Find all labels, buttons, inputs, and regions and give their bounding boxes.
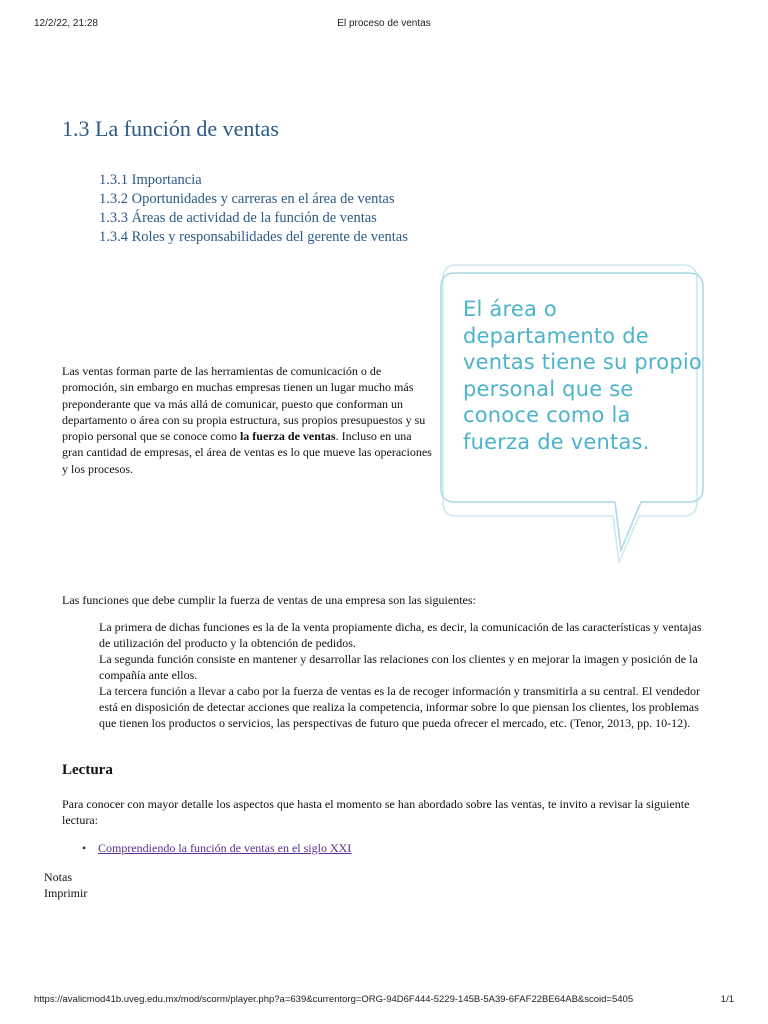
print-datetime: 12/2/22, 21:28: [34, 18, 98, 29]
intro-paragraph: [62, 363, 432, 477]
subsection-item: 1.3.3 Áreas de actividad de la función de ventas: [99, 210, 377, 226]
section-title: 1.3 La función de ventas: [62, 116, 279, 141]
function-item: La tercera función a llevar a cabo por la fuerza de ventas es la de recoger información y transmitirla a su central. El vendedor está en disposición de detectar acciones que realiza la competencia, informar sobre lo que piensan los clientes, los problemas que tienen los productos o servicios, las perspectivas de futuro que pueda ofrecer el mercado, etc. (Tenor, 2013, pp. 10-12).: [99, 684, 701, 730]
function-item: La segunda función consiste en mantener y desarrollar las relaciones con los clientes y en mejorar la imagen y posición de la compañía ante ellos.: [99, 652, 698, 682]
subsection-item: 1.3.2 Oportunidades y carreras en el área de ventas: [99, 191, 395, 207]
subsection-item: 1.3.4 Roles y responsabilidades del gerente de ventas: [99, 229, 408, 245]
reading-heading: Lectura: [62, 762, 113, 778]
speech-bubble-callout: [435, 262, 710, 572]
bullet-icon: •: [82, 841, 87, 855]
print-page-title: El proceso de ventas: [337, 18, 431, 29]
functions-intro: Las funciones que debe cumplir la fuerza de ventas de una empresa son las siguientes:: [62, 593, 476, 607]
print-url: https://avalicmod41b.uveg.edu.mx/mod/scorm/player.php?a=639&currentorg=ORG-94D6F444-5229-145B-5A39-6FAF22BE64AB&scoid=5405: [34, 994, 634, 1005]
intro-bold-term: la fuerza de ventas: [239, 429, 336, 444]
list-item: [82, 840, 351, 856]
reading-links: [82, 840, 351, 856]
reading-paragraph: Para conocer con mayor detalle los aspectos que hasta el momento se han abordado sobre las ventas, te invito a revisar la siguiente lectura:: [62, 797, 690, 827]
intro-text-end: . Incluso en una gran cantidad de empresas, el área de ventas es lo que mueve las operaciones y los procesos.: [62, 429, 432, 476]
page-number: 1/1: [720, 994, 734, 1005]
subsection-list: [99, 171, 408, 247]
notes-link[interactable]: Notas: [44, 870, 72, 884]
functions-list: [99, 619, 714, 731]
function-item: La primera de dichas funciones es la de la venta propiamente dicha, es decir, la comunicación de las características y ventajas de utilización del producto y la obtención de pedidos.: [99, 620, 702, 650]
reading-link[interactable]: Comprendiendo la función de ventas en el siglo XXI: [98, 841, 352, 855]
print-header: [34, 18, 734, 32]
print-link[interactable]: Imprimir: [44, 886, 88, 900]
subsection-item: 1.3.1 Importancia: [99, 172, 202, 188]
intro-text-start: Las ventas forman parte de las herramientas de comunicación o de promoción, sin embargo en muchas empresas tienen un lugar mucho más preponderante que va más allá de comunicar, puesto que conforman un departamento o área con su propia estructura, sus propios presupuestos y su propio personal que se conoce como: [62, 364, 426, 444]
footer-links: [44, 869, 87, 901]
print-footer: [34, 994, 734, 1008]
callout-text: El área o departamento de ventas tiene su propio personal que se conoce como la fuerza de ventas.: [463, 297, 702, 454]
